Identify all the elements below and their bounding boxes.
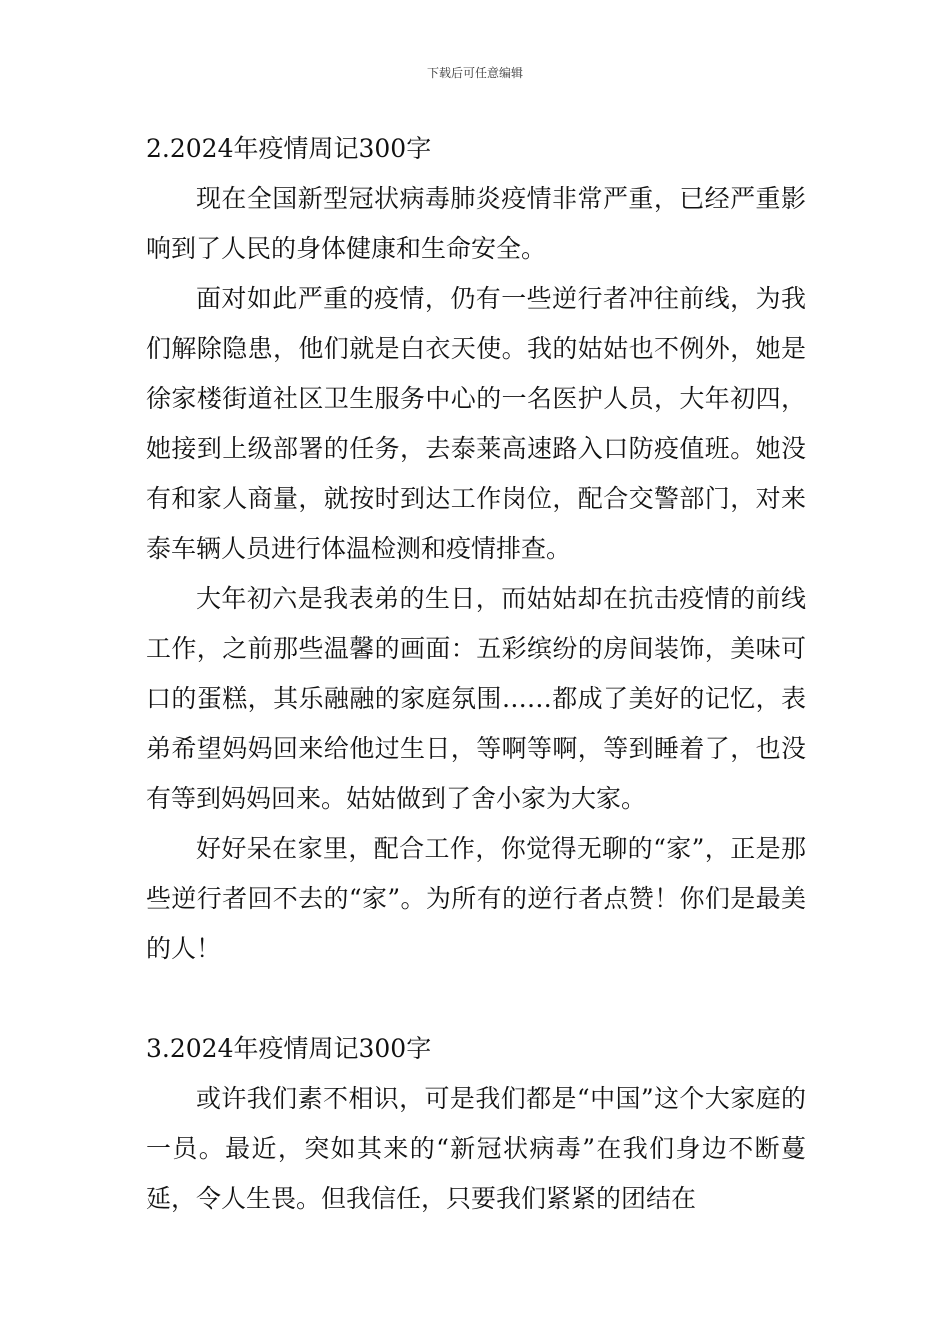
paragraph: 或许我们素不相识，可是我们都是“中国”这个大家庭的一员。最近，突如其来的“新冠状病毒”在我们身边不断蔓延，令人生畏。但我信任，只要我们紧紧的团结在 [146,1084,806,1213]
section-2 [146,124,806,974]
paragraph: 面对如此严重的疫情，仍有一些逆行者冲往前线，为我们解除隐患，他们就是白衣天使。我的姑姑也不例外，她是徐家楼街道社区卫生服务中心的一名医护人员，大年初四，她接到上级部署的任务，去泰莱高速路入口防疫值班。她没有和家人商量，就按时到达工作岗位，配合交警部门，对来泰车辆人员进行体温检测和疫情排查。 [146,284,806,563]
section-title: 2.2024年疫情周记300字 [146,134,432,163]
section-3 [146,1024,806,1224]
paragraph: 现在全国新型冠状病毒肺炎疫情非常严重，已经严重影响到了人民的身体健康和生命安全。 [146,184,806,263]
section-title: 3.2024年疫情周记300字 [146,1034,432,1063]
paragraph: 大年初六是我表弟的生日，而姑姑却在抗击疫情的前线工作，之前那些温馨的画面：五彩缤纷的房间装饰，美味可口的蛋糕，其乐融融的家庭氛围……都成了美好的记忆，表弟希望妈妈回来给他过生日，等啊等啊，等到睡着了，也没有等到妈妈回来。姑姑做到了舍小家为大家。 [146,584,806,813]
section-spacer [146,974,806,1024]
page-header-note: 下载后可任意编辑 [426,66,523,80]
paragraph: 好好呆在家里，配合工作，你觉得无聊的“家”，正是那些逆行者回不去的“家”。为所有的逆行者点赞！你们是最美的人！ [146,834,806,963]
document-body [146,124,806,1224]
